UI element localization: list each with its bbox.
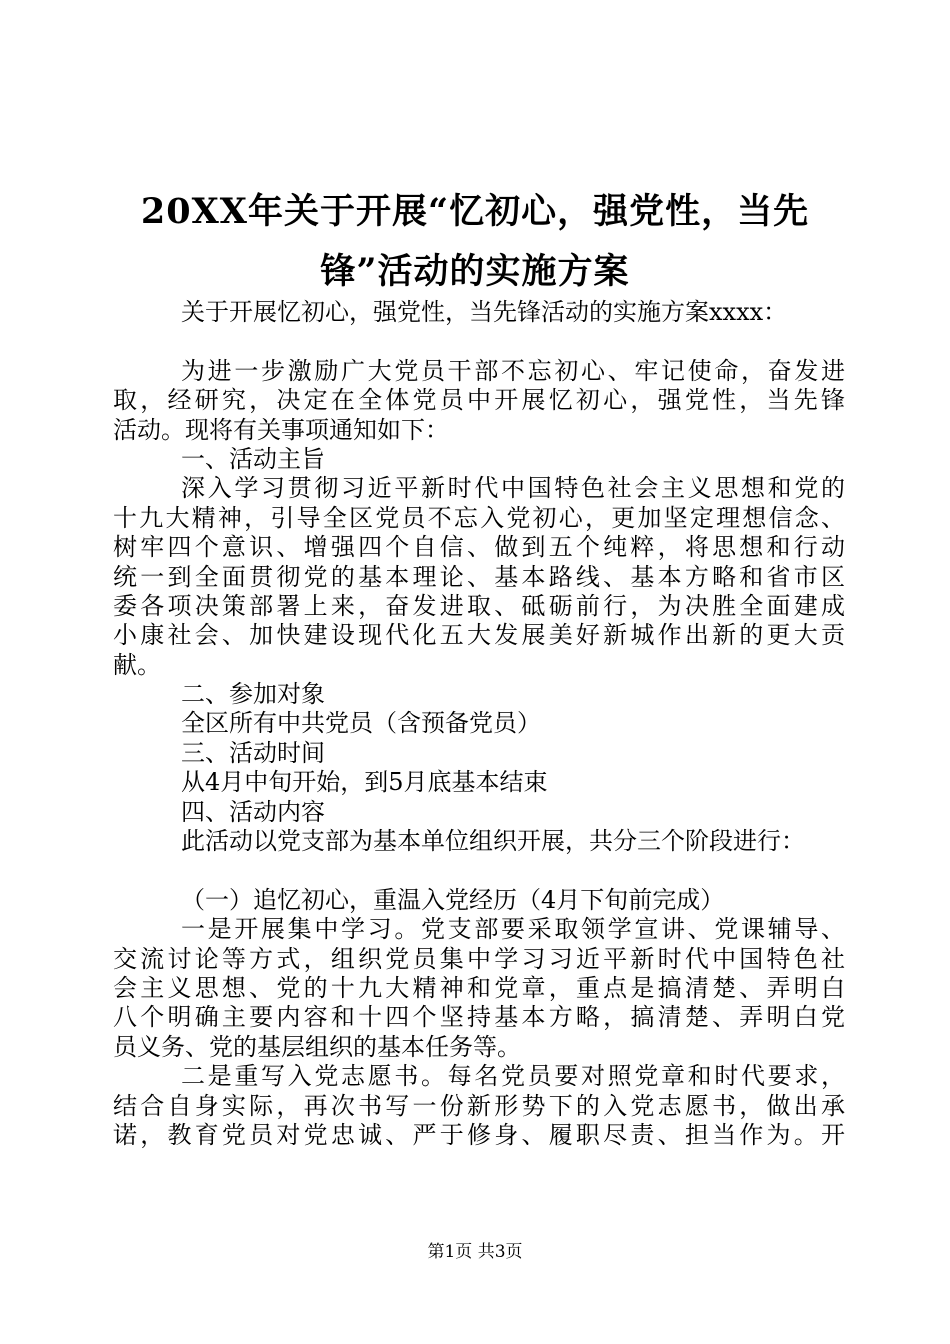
paragraph-line: 献。 [113,650,161,679]
subtitle: 关于开展忆初心，强党性，当先锋活动的实施方案xxxx： [181,298,788,326]
intro-line: 活动。现将有关事项通知如下： [113,415,449,444]
blank-line [113,327,845,356]
paragraph-line: 此活动以党支部为基本单位组织开展，共分三个阶段进行： [181,827,805,856]
blank-line [113,856,845,885]
paragraph-line: 二是重写入党志愿书。每名党员要对照党章和时代要求， [181,1062,845,1091]
paragraph-line: 树牢四个意识、增强四个自信、做到五个纯粹，将思想和行动 [113,533,845,562]
paragraph-line: 交流讨论等方式，组织党员集中学习习近平新时代中国特色社 [113,944,845,973]
document-body [113,298,845,1150]
paragraph-line: 八个明确主要内容和十四个坚持基本方略，搞清楚、弄明白党 [113,1003,845,1032]
section-heading: 一、活动主旨 [181,444,325,473]
paragraph-line: 委各项决策部署上来，奋发进取、砥砺前行，为决胜全面建成 [113,591,845,620]
section-heading: 二、参加对象 [181,680,325,709]
paragraph-line: 诺，教育党员对党忠诚、严于修身、履职尽责、担当作为。开 [113,1120,845,1149]
paragraph-line: 十九大精神，引导全区党员不忘入党初心，更加坚定理想信念、 [113,503,845,532]
paragraph-line: 统一到全面贯彻党的基本理论、基本路线、基本方略和省市区 [113,562,845,591]
paragraph-line: 全区所有中共党员（含预备党员） [181,709,541,738]
paragraph-line: 员义务、党的基层组织的基本任务等。 [113,1032,521,1061]
intro-line: 取，经研究，决定在全体党员中开展忆初心，强党性，当先锋 [113,386,845,415]
paragraph-line: 一是开展集中学习。党支部要采取领学宣讲、党课辅导、 [181,915,845,944]
document-title-line-1: 20XX年关于开展“忆初心，强党性，当先 [140,191,810,232]
paragraph-line: 结合自身实际，再次书写一份新形势下的入党志愿书，做出承 [113,1091,845,1120]
paragraph-line: 会主义思想、党的十九大精神和党章，重点是搞清楚、弄明白 [113,973,845,1002]
paragraph-line: 小康社会、加快建设现代化五大发展美好新城作出新的更大贡 [113,621,845,650]
subsection-heading: （一）追忆初心，重温入党经历（4月下旬前完成） [181,885,725,914]
section-heading: 三、活动时间 [181,738,325,767]
page-number: 第1页 共3页 [427,1242,523,1262]
paragraph-line: 从4月中旬开始，到5月底基本结束 [181,768,548,797]
document-title-line-2: 锋”活动的实施方案 [320,251,630,292]
section-heading: 四、活动内容 [181,797,325,826]
paragraph-line: 深入学习贯彻习近平新时代中国特色社会主义思想和党的 [181,474,845,503]
intro-line: 为进一步激励广大党员干部不忘初心、牢记使命，奋发进 [181,356,845,385]
